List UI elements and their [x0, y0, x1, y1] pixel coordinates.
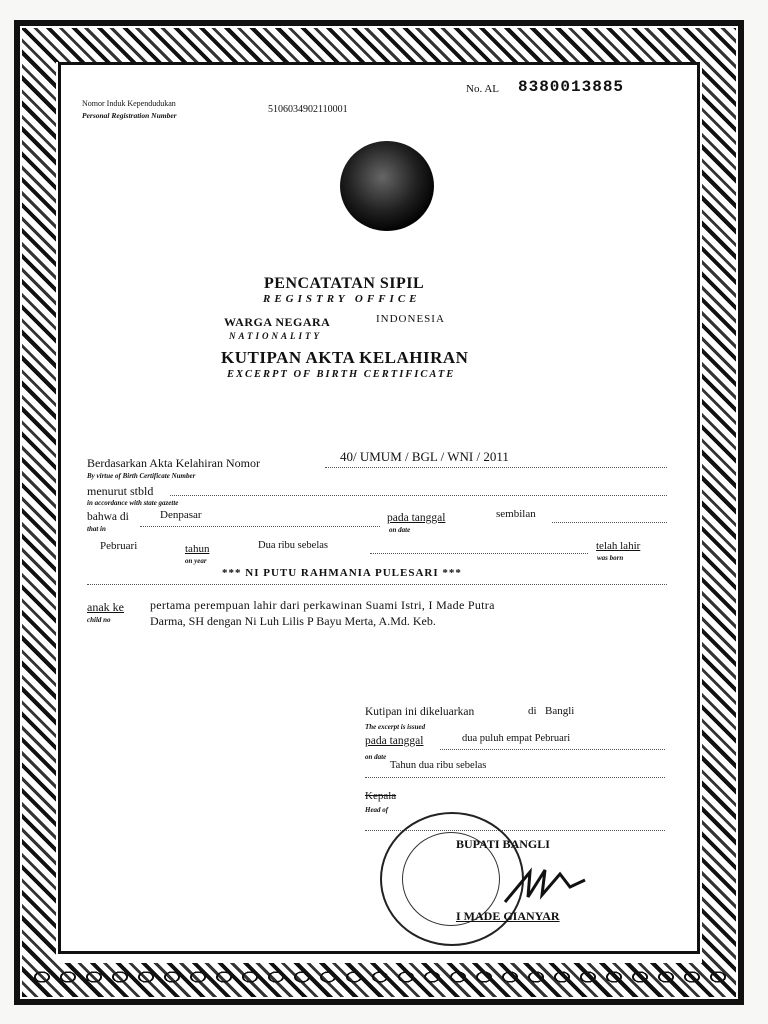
- dotted-line: [325, 467, 667, 468]
- issued-label: Kutipan ini dikeluarkan: [365, 706, 475, 718]
- personal-reg-label-id: Nomor Induk Kependudukan: [82, 99, 176, 108]
- year-value: Dua ribu sebelas: [258, 540, 328, 551]
- issue-date-label: pada tanggal: [365, 735, 424, 747]
- parents-line-1: pertama perempuan lahir dari perkawinan Suami Istri, I Made Putra: [150, 598, 495, 612]
- date-value: sembilan: [496, 508, 536, 520]
- document-title-en: EXCERPT OF BIRTH CERTIFICATE: [227, 369, 456, 380]
- serial-number: 8380013885: [518, 78, 625, 96]
- child-name: *** NI PUTU RAHMANIA PULESARI ***: [222, 567, 462, 579]
- issue-date-label-en: on date: [365, 753, 387, 761]
- chain-ornament: [30, 966, 730, 988]
- issued-place-prefix: di: [528, 705, 537, 717]
- dotted-line: [370, 553, 588, 554]
- authority-title: BUPATI BANGLI: [456, 837, 550, 851]
- month-value: Pebruari: [100, 540, 138, 552]
- personal-reg-label-en: Personal Registration Number: [82, 111, 177, 120]
- dotted-line: [440, 749, 665, 750]
- nationality-label-en: NATIONALITY: [229, 331, 323, 341]
- dotted-line: [140, 526, 380, 527]
- issue-date-value: dua puluh empat Pebruari: [462, 733, 571, 744]
- cert-no-label: Berdasarkan Akta Kelahiran Nomor: [87, 456, 260, 470]
- personal-reg-value: 5106034902110001: [268, 104, 348, 115]
- dotted-line: [365, 777, 665, 778]
- signature-mark: [500, 862, 590, 907]
- signatory-name: I MADE GIANYAR: [456, 909, 560, 923]
- year-label: tahun: [185, 543, 210, 555]
- year-label-en: on year: [185, 557, 207, 565]
- serial-prefix: No. AL: [466, 83, 499, 95]
- dotted-line: [552, 522, 667, 523]
- born-label-en: was born: [597, 554, 624, 562]
- parents-line-2: Darma, SH dengan Ni Luh Lilis P Bayu Merta, A.Md. Keb.: [150, 614, 436, 628]
- cert-no-label-en: By virtue of Birth Certificate Number: [87, 472, 196, 480]
- date-label-en: on date: [389, 526, 411, 534]
- place-label-en: that in: [87, 525, 106, 533]
- office-title: PENCATATAN SIPIL: [264, 275, 425, 292]
- stbld-label: menurut stbld: [87, 484, 154, 498]
- child-no-label: anak ke: [87, 600, 124, 614]
- stbld-label-en: in accordance with state gazette: [87, 499, 179, 507]
- issued-label-en: The excerpt is issued: [365, 723, 426, 731]
- place-label: bahwa di: [87, 511, 129, 523]
- cert-no-value: 40/ UMUM / BGL / WNI / 2011: [340, 449, 509, 464]
- date-label: pada tanggal: [387, 512, 446, 524]
- dotted-line: [87, 584, 667, 585]
- document-title: KUTIPAN AKTA KELAHIRAN: [221, 348, 469, 367]
- place-value: Denpasar: [160, 509, 202, 521]
- born-label: telah lahir: [596, 540, 641, 552]
- garuda-emblem: [340, 141, 434, 231]
- child-no-label-en: child no: [87, 616, 111, 624]
- issued-place: Bangli: [545, 705, 575, 717]
- office-title-en: REGISTRY OFFICE: [263, 293, 421, 305]
- nationality-value: INDONESIA: [376, 313, 445, 325]
- nationality-label: WARGA NEGARA: [224, 315, 331, 329]
- head-label-en: Head of: [365, 806, 389, 814]
- dotted-line: [170, 495, 667, 496]
- head-label: Kepala: [365, 790, 397, 802]
- issue-year-value: Tahun dua ribu sebelas: [390, 760, 487, 771]
